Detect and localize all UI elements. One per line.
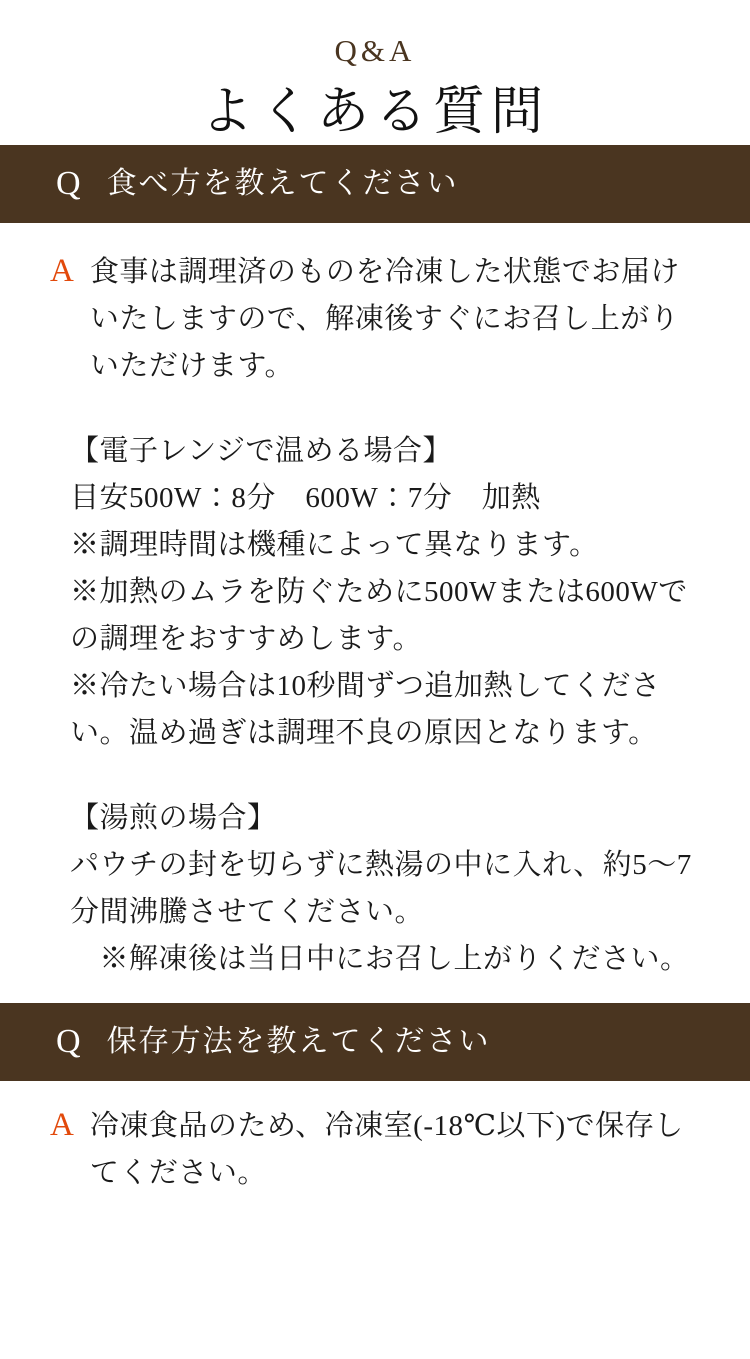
faq-question-text-1: 食べ方を教えてください: [106, 167, 459, 201]
faq-item-2: [0, 1003, 750, 1217]
block-line-hotwater-2: ※解凍後は当日中にお召し上がりください。: [70, 943, 690, 976]
faq-answer-intro-2: 冷凍食品のため、冷凍室(-18℃以下)で保存してください。: [89, 1110, 684, 1190]
spacer: [50, 390, 702, 428]
answer-mark-icon: A: [50, 1107, 74, 1144]
faq-answer-intro-1: 食事は調理済のものを冷凍した状態でお届けいたしますので、解凍後すぐにお召し上がりいただけます。: [89, 256, 680, 383]
question-mark-icon: Q: [56, 165, 81, 203]
block-line-microwave-1: 目安500W：8分 600W：7分 加熱: [70, 482, 541, 515]
block-heading-hotwater: 【湯煎の場合】: [70, 802, 277, 835]
block-heading-microwave: 【電子レンジで温める場合】: [70, 435, 453, 468]
spacer: [50, 757, 702, 795]
faq-answer-block-microwave: [50, 428, 702, 757]
faq-answer-intro-row-2: [50, 1103, 702, 1197]
block-line-microwave-2: ※調理時間は機種によって異なります。: [70, 529, 599, 562]
question-mark-icon: Q: [56, 1023, 81, 1061]
faq-item-1: [0, 145, 750, 1003]
faq-answer-1: [0, 223, 750, 1003]
faq-question-text-2: 保存方法を教えてください: [106, 1025, 491, 1059]
faq-answer-intro-row-1: [50, 249, 702, 390]
block-line-microwave-3: ※加熱のムラを防ぐために500Wまたは600Wでの調理をおすすめします。: [70, 576, 688, 656]
faq-answer-2: [0, 1081, 750, 1217]
faq-question-bar-2: [0, 1003, 750, 1081]
page-eyebrow: Q&A: [334, 33, 416, 68]
block-line-hotwater-1: パウチの封を切らずに熱湯の中に入れ、約5〜7分間沸騰させてください。: [70, 849, 692, 929]
faq-question-bar-1: [0, 145, 750, 223]
block-line-microwave-4: ※冷たい場合は10秒間ずつ追加熱してください。温め過ぎは調理不良の原因となります。: [70, 670, 661, 750]
page-header: [0, 0, 750, 145]
page-title: よくある質問: [200, 84, 549, 142]
answer-mark-icon: A: [50, 253, 74, 290]
faq-answer-block-hotwater: [50, 795, 702, 983]
